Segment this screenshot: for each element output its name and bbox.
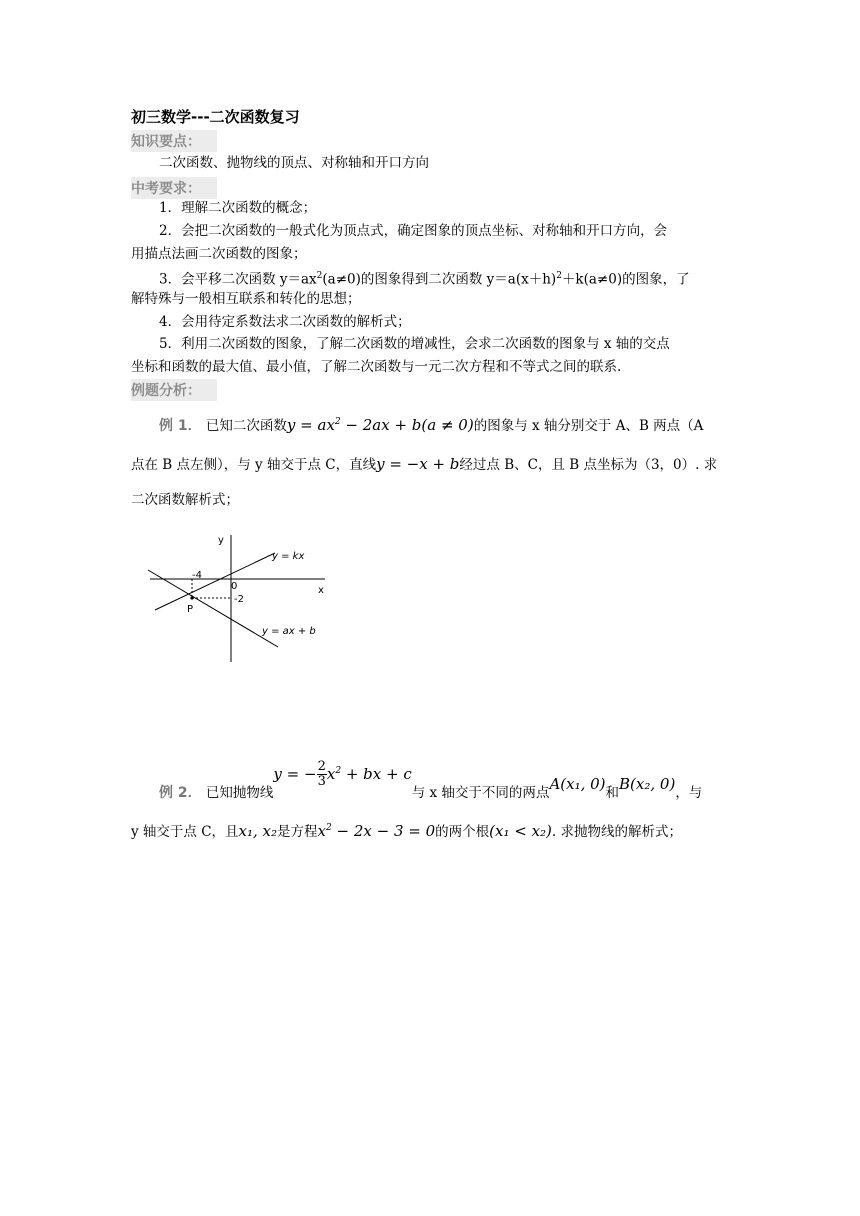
- requirement-2-line-2: 用描点法画二次函数的图象；: [131, 246, 307, 262]
- example-1-line-equation: y = −x + b: [376, 455, 460, 473]
- example-2-point-a: A(x₁, 0): [549, 774, 606, 793]
- example-2-point-b: B(x₂, 0): [619, 774, 676, 793]
- points-text: 二次函数、抛物线的顶点、对称轴和开口方向: [159, 155, 429, 171]
- section-heading-points: 知识要点：: [131, 130, 217, 152]
- example-2-equation: $x^2 - 2x - 3 = 0$: [317, 822, 436, 840]
- section-heading-examples: 例题分析：: [131, 379, 217, 401]
- tick-label-y: -2: [234, 594, 244, 605]
- line-y-equals-kx: [155, 553, 275, 610]
- page-title: 初三数学---二次函数复习: [131, 108, 300, 126]
- requirement-2-line-1: 2．会把二次函数的一般式化为顶点式，确定图象的顶点坐标、对称轴和开口方向，会: [159, 223, 668, 239]
- requirement-5-line-1: 5．利用二次函数的图象，了解二次函数的增减性，会求二次函数的图象与 x 轴的交点: [159, 336, 670, 352]
- point-p-label: P: [187, 604, 194, 615]
- example-1-line-3: 二次函数解析式；: [131, 492, 239, 508]
- example-1-figure: [140, 530, 340, 670]
- example-2-root-order: (x₁ < x₂): [489, 822, 552, 840]
- line-y-equals-ax-plus-b: [148, 570, 278, 647]
- line-label-axb: y = ax + b: [262, 626, 316, 637]
- example-2-line-1: 例 2． 已知抛物线y = − $\frac{2}{3}$ $x^2$ + bx + c与 x 轴交于不同的两点A(x₁, 0)和B(x₂, 0)，与: [159, 759, 703, 801]
- section-heading-requirements: 中考要求：: [131, 177, 217, 199]
- example-2-roots: x₁, x₂: [238, 822, 278, 840]
- example-2-label: 例 2．: [159, 784, 202, 801]
- requirement-3-line-1: 3．会平移二次函数 $y=ax^2(a\ne 0)$的图象得到二次函数 $y=a(x+h)^2+k(a\ne 0)$的图象，了: [159, 271, 690, 288]
- requirement-4: 4．会用待定系数法求二次函数的解析式；: [159, 314, 411, 330]
- requirement-5-line-2: 坐标和函数的最大值、最小值，了解二次函数与一元二次方程和不等式之间的联系.: [131, 359, 622, 375]
- tick-label-x: -4: [192, 570, 202, 581]
- x-axis-label: x: [318, 585, 324, 596]
- requirement-1: 1．理解二次函数的概念；: [159, 200, 317, 216]
- requirement-3-line-2: 解特殊与一般相互联系和转化的思想；: [131, 291, 361, 307]
- example-1-function: $y = ax^2 - 2ax + b(a \ne 0)$: [286, 416, 474, 434]
- origin-label: 0: [231, 581, 238, 592]
- point-p: [190, 596, 193, 599]
- example-1-line-1: 例 1． 已知二次函数$y = ax^2 - 2ax + b(a \ne 0)$的图象与 x 轴分别交于 A、B 两点（A: [159, 416, 704, 434]
- y-axis-label: y: [218, 535, 224, 546]
- example-1-line-2: 点在 B 点左侧），与 y 轴交于点 C，直线y = −x + b经过点 B、C，且 B 点坐标为（3，0）. 求: [131, 455, 718, 473]
- example-1-label: 例 1．: [159, 418, 202, 434]
- line-label-kx: y = kx: [272, 551, 305, 562]
- example-2-parabola: y = − $\frac{2}{3}$ $x^2$ + bx + c: [273, 759, 412, 789]
- example-2-line-2: y 轴交于点 C，且x₁, x₂是方程$x^2 - 2x - 3 = 0$的两个根(x₁ < x₂). 求抛物线的解析式；: [131, 822, 682, 840]
